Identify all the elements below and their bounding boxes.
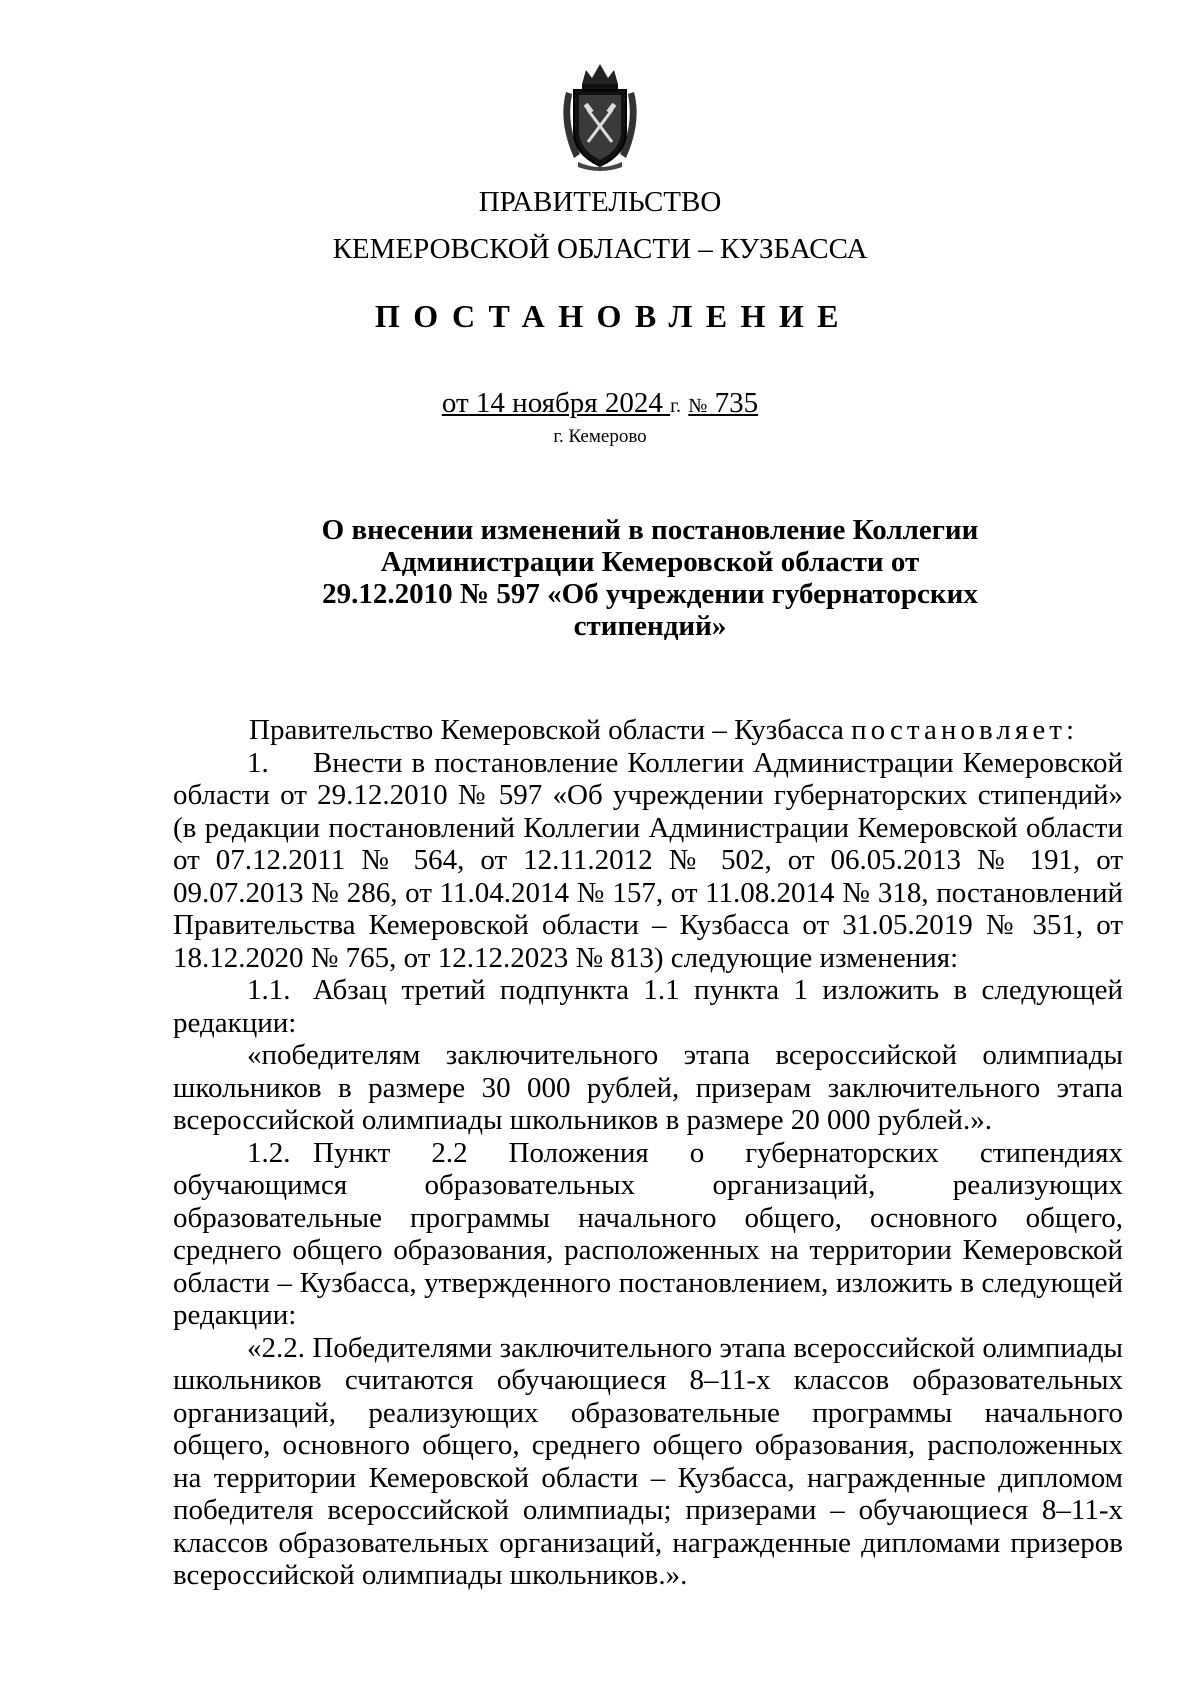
paragraph-1-1: 1.1. Абзац третий подпункта 1.1 пункта 1 изложить в следующей редакции: bbox=[173, 974, 1123, 1039]
title-line: стипендий» bbox=[573, 610, 727, 642]
paragraph-1: 1. Внести в постановление Коллегии Администрации Кемеровской области от 29.12.2010 № 597 «Об учреждении губернаторских стипендий» (в редакции постановлений Коллегии Администрации Кемеровской области от 07.12.2011 № 564, от 12.11.2012 № 502, от 06.05.2013 № 191, от 09.07.2013 № 286, от 11.04.2014 № 157, от 11.08.2014 № 318, постановлений Правительства Кемеровской области – Кузбасса от 31.05.2019 № 351, от 18.12.2020 № 765, от 12.12.2023 № 813) следующие изменения: bbox=[173, 746, 1123, 974]
year-suffix: г. bbox=[670, 395, 682, 417]
document-body bbox=[173, 714, 1123, 1592]
document-title bbox=[300, 514, 1000, 642]
quote-1-1: «победителям заключительного этапа всероссийской олимпиады школьников в размере 30 000 рублей, призерам заключительного этапа всероссийской олимпиады школьников в размере 20 000 рублей.». bbox=[173, 1039, 1123, 1136]
intro-verb: постановляет: bbox=[851, 714, 1079, 746]
date-number-line bbox=[0, 387, 1200, 420]
item-number: 1.2. bbox=[247, 1136, 291, 1169]
document-number: № 735 bbox=[688, 387, 759, 419]
item-number: 1. bbox=[247, 746, 269, 779]
coat-of-arms-icon bbox=[552, 62, 648, 172]
org-name-line1: ПРАВИТЕЛЬСТВО bbox=[478, 186, 722, 218]
org-name-line2: КЕМЕРОВСКОЙ ОБЛАСТИ – КУЗБАССА bbox=[332, 233, 868, 265]
document-type: ПОСТАНОВЛЕНИЕ bbox=[374, 298, 852, 334]
date-value: от 14 ноября 2024 bbox=[441, 387, 663, 419]
title-line: Администрации Кемеровской области от bbox=[380, 546, 920, 578]
intro-paragraph: Правительство Кемеровской области – Кузбасса постановляет: bbox=[249, 714, 1079, 746]
item-number: 1.1. bbox=[247, 974, 291, 1006]
paragraph-1-2: 1.2. Пункт 2.2 Положения о губернаторских стипендиях обучающимся образовательных организаций, реализующих образовательные программы начального общего, основного общего, среднего общего образования, расположенных на территории Кемеровской области – Кузбасса, утвержденного постановлением, изложить в следующей редакции: bbox=[173, 1136, 1123, 1331]
title-line: 29.12.2010 № 597 «Об учреждении губернаторских bbox=[322, 578, 978, 610]
city: г. Кемерово bbox=[553, 426, 647, 447]
quote-1-2: «2.2. Победителями заключительного этапа всероссийской олимпиады школьников считаются обучающиеся 8–11-х классов образовательных организаций, реализующих образовательные программы начального общего, основного общего, среднего общего образования, расположенных на территории Кемеровской области – Кузбасса, награжденные дипломом победителя всероссийской олимпиады; призерами – обучающиеся 8–11-х классов образовательных организаций, награжденные дипломами призеров всероссийской олимпиады школьников.». bbox=[173, 1331, 1123, 1591]
title-line: О внесении изменений в постановление Коллегии bbox=[321, 514, 979, 546]
